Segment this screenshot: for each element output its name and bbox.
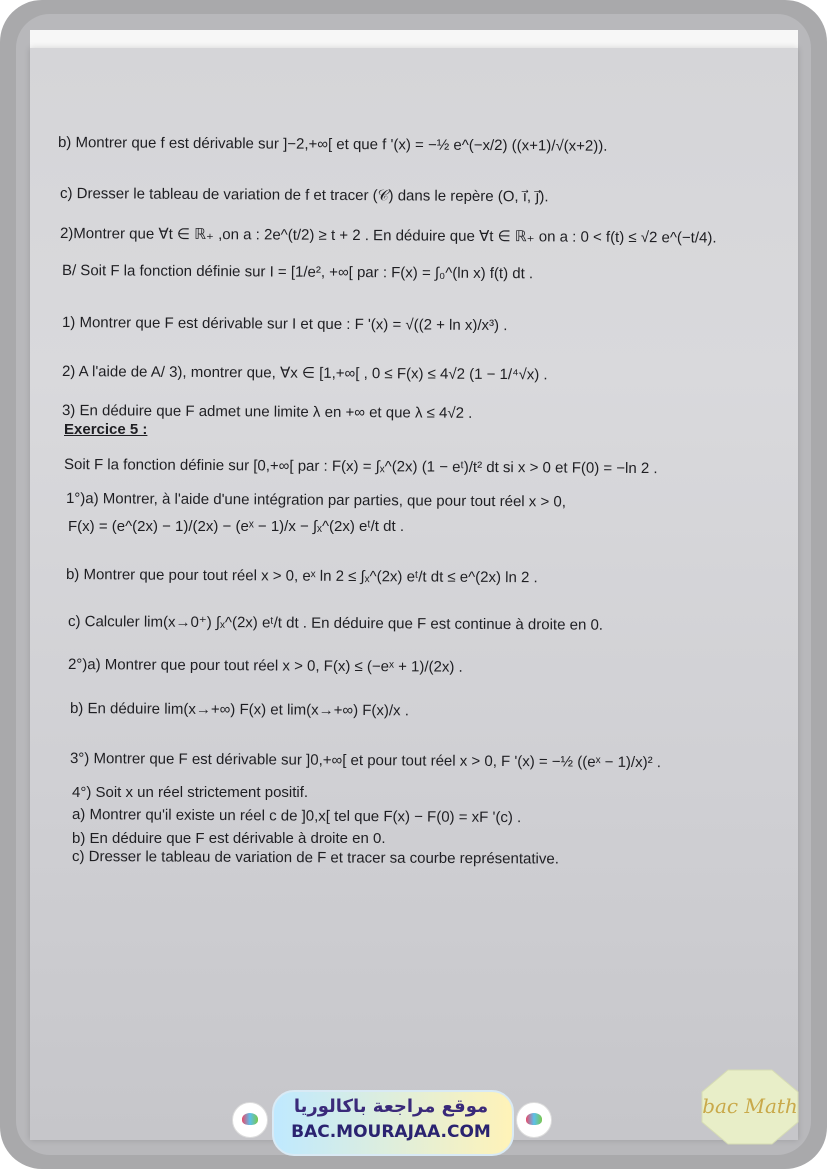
exercise-5-heading: Exercice 5 : [64, 421, 148, 438]
exercise-5-q4: 4°) Soit x un réel strictement positif. [72, 784, 309, 801]
exercise-5-q4c: c) Dresser le tableau de variation de F et tracer sa courbe représentative. [71, 848, 559, 868]
exercise-5-q1a: 1°)a) Montrer, à l'aide d'une intégration par parties, que pour tout réel x > 0, [65, 490, 566, 511]
question-2-inequality: 2)Montrer que ∀t ∈ ℝ₊ ,on a : 2e^(t/2) ≥ t + 2 . En déduire que ∀t ∈ ℝ₊ on a : 0 < f(t) ≤ √2 e^(−t/4). [59, 225, 717, 247]
part-b-definition: B/ Soit F la fonction définie sur I = [1/e², +∞[ par : F(x) = ∫₀^(ln x) f(t) dt . [61, 262, 534, 283]
exercise-5-q2a: 2°)a) Montrer que pour tout réel x > 0, F(x) ≤ (−eˣ + 1)/(2x) . [67, 656, 463, 676]
exercise-5-q3: 3°) Montrer que F est dérivable sur ]0,+∞[ et pour tout réel x > 0, F '(x) = −½ ((eˣ − 1)/x)² . [69, 750, 662, 772]
right-logo-icon [516, 1102, 552, 1138]
exercise-5-q4b: b) En déduire que F est dérivable à droite en 0. [72, 830, 386, 847]
badge-url-text: BAC.MOURAJAA.COM [291, 1122, 491, 1142]
part-b-question-1: 1) Montrer que F est dérivable sur I et que : F '(x) = √((2 + ln x)/x³) . [61, 314, 508, 335]
exercise-5-q1a-formula: F(x) = (e^(2x) − 1)/(2x) − (eˣ − 1)/x − ∫ₓ^(2x) eᵗ/t dt . [68, 518, 404, 535]
exercise-5-definition: Soit F la fonction définie sur [0,+∞[ par : F(x) = ∫ₓ^(2x) (1 − eᵗ)/t² dt si x > 0 et F(0) = −ln 2 . [63, 456, 658, 478]
question-c-variation: c) Dresser le tableau de variation de f et tracer (𝒞) dans le repère (O, i⃗, j⃗). [59, 185, 549, 206]
bac-math-logo [700, 1068, 800, 1146]
part-b-question-2: 2) A l'aide de A/ 3), montrer que, ∀x ∈ [1,+∞[ , 0 ≤ F(x) ≤ 4√2 (1 − 1/⁴√x) . [61, 363, 548, 384]
part-b-question-3: 3) En déduire que F admet une limite λ en +∞ et que λ ≤ 4√2 . [61, 402, 473, 422]
top-paper-strip [30, 30, 798, 48]
exercise-5-q2b: b) En déduire lim(x→+∞) F(x) et lim(x→+∞) F(x)/x . [69, 700, 409, 720]
exercise-5-q1c: c) Calculer lim(x→0⁺) ∫ₓ^(2x) eᵗ/t dt . En déduire que F est continue à droite en 0. [67, 613, 604, 634]
watermark-badge [232, 1086, 552, 1156]
exercise-5-q4a: a) Montrer qu'il existe un réel c de ]0,x[ tel que F(x) − F(0) = xF '(c) . [71, 806, 522, 827]
exam-page [30, 48, 798, 1140]
exercise-5-q1b: b) Montrer que pour tout réel x > 0, eˣ ln 2 ≤ ∫ₓ^(2x) eᵗ/t dt ≤ e^(2x) ln 2 . [65, 566, 538, 587]
badge-arabic-text: موقع مراجعة باكالوريا [293, 1096, 489, 1117]
corner-logo-text: bac Math [702, 1094, 798, 1118]
left-logo-icon [232, 1102, 268, 1138]
question-b-derivative: b) Montrer que f est dérivable sur ]−2,+∞[ et que f '(x) = −½ e^(−x/2) ((x+1)/√(x+2)). [57, 134, 608, 155]
